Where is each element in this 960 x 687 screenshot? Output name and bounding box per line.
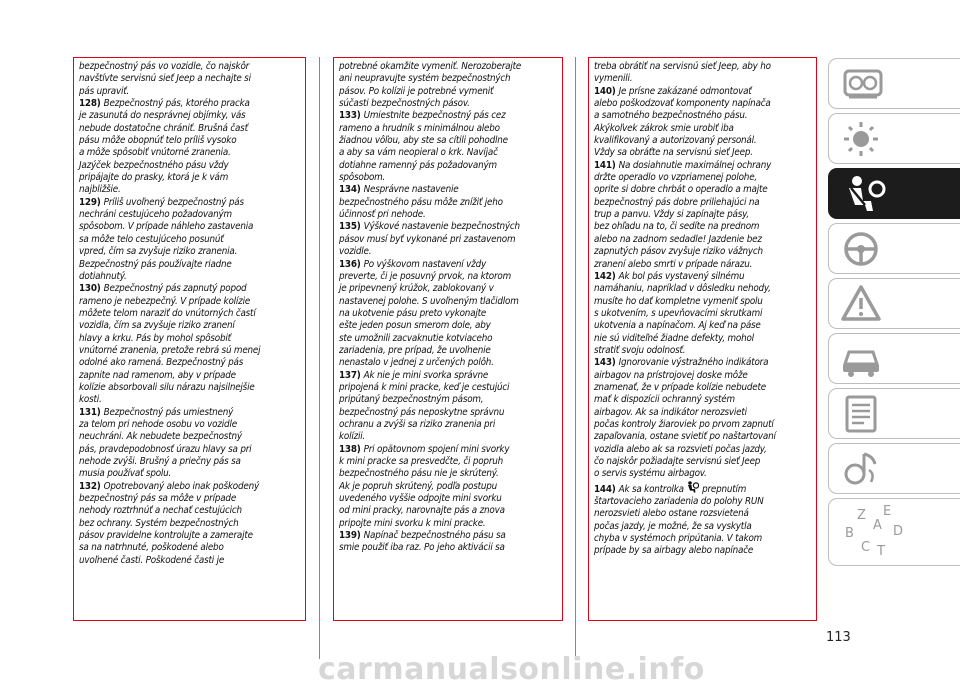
- note-text: Umiestnite bezpečnostný pás cez rameno a hrudník s minimálnou alebo žiadnou vôľou, aby ste sa cítili pohodlne a aby sa vám neopieral o krk. Navíjač dotiahne ramenný pás požadovaným spôsobom.: [339, 110, 508, 184]
- continuation-text: potrebné okamžite vymeniť. Nerozoberajte ani neupravujte systém bezpečnostných pásov. Po kolízii je potrebné vymeniť súčasti bezpečnostných pásov.: [339, 61, 522, 110]
- car-service-icon: [839, 338, 889, 380]
- note-text: Ignorovanie výstražného indikátora airbagov na prístrojovej doske môže znamenať, že v prípade kolízie nebudete mať k dispozícii ochranný systém airbagov. Ak sa indikátor nerozsvieti počas kontroly žiaroviek po prvom zapnutí zapaľovania, ostane svietiť po naštartovaní vozidla alebo ak sa rozsvieti počas jazdy, čo najskôr požiadajte servisnú sieť Jeep o servis systému airbagov.: [594, 357, 776, 480]
- dashboard-car-icon: [839, 63, 889, 105]
- note-134: [339, 184, 558, 221]
- note-number: 141): [594, 159, 616, 171]
- tab-maintenance[interactable]: [828, 333, 960, 384]
- note-text: Nesprávne nastavenie bezpečnostného pásu môže znížiť jeho účinnosť pri nehode.: [339, 184, 503, 221]
- note-136: [339, 259, 558, 370]
- note-128: [79, 98, 301, 197]
- steering-wheel-icon: [839, 228, 889, 270]
- warning-triangle-icon: [839, 283, 889, 325]
- index-letter: E: [883, 504, 892, 519]
- note-number: 140): [594, 85, 616, 97]
- spec-sheet-icon: [839, 393, 889, 435]
- tab-index[interactable]: [828, 498, 960, 566]
- note-138: [339, 444, 558, 530]
- note-number: 129): [79, 196, 101, 208]
- note-text: Príliš uvoľnený bezpečnostný pás nechráni cestujúceho požadovaným spôsobom. V prípade náhleho zastavenia sa môže telo cestujúceho posunúť vpred, čím sa zvyšuje riziko zranenia. Bezpečnostný pás používajte riadne dotiahnutý.: [79, 196, 254, 282]
- note-132: [79, 481, 301, 567]
- index-letter: D: [893, 524, 904, 539]
- note-text: Ak bol pás vystavený silnému namáhaniu, napríklad v dôsledku nehody, musíte ho dať kompletne vymeniť spolu s ukotvením, s upevňovacími skrutkami ukotvenia a napínačom. Aj keď na páse nie sú viditeľné žiadne defekty, mohol stratiť svoju odolnosť.: [594, 270, 771, 356]
- watermark: carmanualsonline.info: [318, 652, 705, 687]
- note-text: Bezpečnostný pás zapnutý popod rameno je nebezpečný. V prípade kolízie môžete telom naraziť do vnútorných častí vozidla, čím sa zvyšuje riziko zranení hlavy a krku. Pás by mohol spôsobiť vnútorné zranenia, pretože rebrá sú menej odolné ako ramená. Bezpečnostný pás zapnite nad ramenom, aby v prípade kolízie absorbovali silu nárazu najsilnejšie kosti.: [79, 283, 261, 406]
- note-141: [594, 160, 812, 271]
- note-number: 128): [79, 98, 101, 110]
- note-140: [594, 86, 812, 160]
- tab-dashboard[interactable]: [828, 58, 960, 109]
- tab-technical-data[interactable]: [828, 388, 960, 439]
- note-text: Bezpečnostný pás, ktorého pracka je zasunutá do nesprávnej objímky, vás nebude dostatočne chrániť. Brušná časť pásu môže obopnúť telo príliš vysoko a môže spôsobiť vnútorné zranenia. Jazýček bezpečnostného pásu vždy pripájajte do prasky, ktorá je k vám najbližšie.: [79, 98, 250, 196]
- alphabet-index-icon: [839, 503, 919, 561]
- note-text-after: prepnutím štartovacieho zariadenia do polohy RUN nerozsvieti alebo ostane rozsvietená počas jazdy, je možné, že sa vyskytla chyba v systémoch pripútania. V takom prípade by sa airbagy alebo napínače: [594, 483, 764, 557]
- text-column-1: [73, 57, 306, 621]
- note-number: 143): [594, 357, 616, 369]
- note-number: 142): [594, 270, 616, 282]
- index-letter: B: [845, 526, 854, 541]
- note-number: 135): [339, 221, 361, 233]
- continuation-text: bezpečnostný pás vo vozidle, čo najskôr navštívte servisnú sieť Jeep a nechajte si pás upraviť.: [79, 61, 251, 97]
- note-text: Napínač bezpečnostného pásu sa smie použiť iba raz. Po jeho aktivácii sa: [339, 530, 506, 554]
- note-number: 130): [79, 283, 101, 295]
- multimedia-icon: [839, 448, 889, 490]
- note-number: 136): [339, 258, 361, 270]
- note-number: 131): [79, 406, 101, 418]
- note-130: [79, 283, 301, 406]
- note-text: Pri opätovnom spojení mini svorky k mini pracke sa presvedčte, či popruh bezpečnostného pásu nie je skrútený. Ak je popruh skrútený, podľa postupu uvedeného vyššie odpojte mini svorku od mini pracky, narovnajte pás a znova pripojte mini svorku k mini pracke.: [339, 443, 510, 529]
- text-column-3: [588, 57, 817, 621]
- note-129: [79, 197, 301, 283]
- page-number: 113: [826, 630, 851, 645]
- index-letter: Z: [857, 508, 866, 523]
- index-letter: T: [877, 544, 885, 559]
- note-number: 137): [339, 369, 361, 381]
- note-number: 133): [339, 110, 361, 122]
- light-sun-icon: [839, 118, 889, 160]
- note-137: [339, 370, 558, 444]
- tab-emergency[interactable]: [828, 278, 960, 329]
- airbag-warning-icon: [686, 481, 699, 494]
- note-133: [339, 110, 558, 184]
- note-142: [594, 271, 812, 357]
- note-text: Je prísne zakázané odmontovať alebo poškodzovať komponenty napínača a samotného bezpečnostného pásu. Akýkoľvek zákrok smie urobiť iba kvalifikovaný a autorizovaný personál. Vždy sa obráťte na servisnú sieť Jeep.: [594, 85, 771, 159]
- note-text: Bezpečnostný pás umiestnený za telom pri nehode osobu vo vozidle neuchráni. Ak nebudete bezpečnostný pás, pravdepodobnosť úrazu hlavy sa pri nehode zvýši. Brušný a priečny pás sa musia používať spolu.: [79, 406, 252, 480]
- note-143: [594, 357, 812, 480]
- index-letter: A: [873, 518, 882, 533]
- note-text-before: Ak sa kontrolka: [618, 483, 684, 495]
- note-131: [79, 407, 301, 481]
- note-number: 144): [594, 483, 616, 495]
- note-text: Na dosiahnutie maximálnej ochrany držte operadlo vo vzpriamenej polohe, oprite si dobre chrbát o operadlo a majte bezpečnostný pás dobre priliehajúci na trup a panvu. Vždy si zapínajte pásy, bez ohľadu na to, či sedíte na prednom alebo na zadnom sedadle! Jazdenie bez zapnutých pásov zvyšuje riziko vážnych zranení alebo smrti v prípade nárazu.: [594, 159, 772, 270]
- tab-lights[interactable]: [828, 113, 960, 164]
- seatbelt-airbag-icon: [839, 173, 889, 215]
- note-text: Po výškovom nastavení vždy preverte, či je posuvný prvok, na ktorom je pripevnený krúžok, zablokovaný v nastavenej polohe. S uvoľneným tlačidlom na ukotvenie pásu preto vykonajte ešte jeden posun smerom dole, aby ste umožnili zacvaknutie kotviaceho zariadenia, pre prípad, že uvoľnenie nenastalo v jednej z určených polôh.: [339, 258, 519, 369]
- tab-multimedia[interactable]: [828, 443, 960, 494]
- note-number: 138): [339, 443, 361, 455]
- text-column-2: [333, 57, 563, 621]
- index-letter: C: [861, 540, 871, 555]
- tab-starting-driving[interactable]: [828, 223, 960, 274]
- note-135: [339, 221, 558, 258]
- continuation-text: treba obrátiť na servisnú sieť Jeep, aby ho vymenili.: [594, 61, 771, 85]
- note-text: Opotrebovaný alebo inak poškodený bezpečnostný pás sa môže v prípade nehody roztrhnúť a nechať cestujúcich bez ochrany. Systém bezpečnostných pásov pravidelne kontrolujte a zamerajte sa na natrhnuté, poškodené alebo uvoľnené časti. Poškodené časti je: [79, 480, 259, 566]
- note-number: 132): [79, 480, 101, 492]
- note-144: [594, 481, 812, 558]
- note-139: [339, 530, 558, 555]
- note-number: 139): [339, 530, 361, 542]
- note-text: Ak nie je mini svorka správne pripojená k mini pracke, keď je cestujúci pripútaný bezpečnostným pásom, bezpečnostný pás neposkytne správnu ochranu a zvýši sa riziko zranenia pri kolízii.: [339, 369, 510, 443]
- tab-safety[interactable]: [828, 168, 960, 219]
- note-text: Výškové nastavenie bezpečnostných pásov musí byť vykonané pri zastavenom vozidle.: [339, 221, 520, 258]
- note-number: 134): [339, 184, 361, 196]
- column-separator: [575, 57, 576, 659]
- column-separator: [319, 57, 320, 659]
